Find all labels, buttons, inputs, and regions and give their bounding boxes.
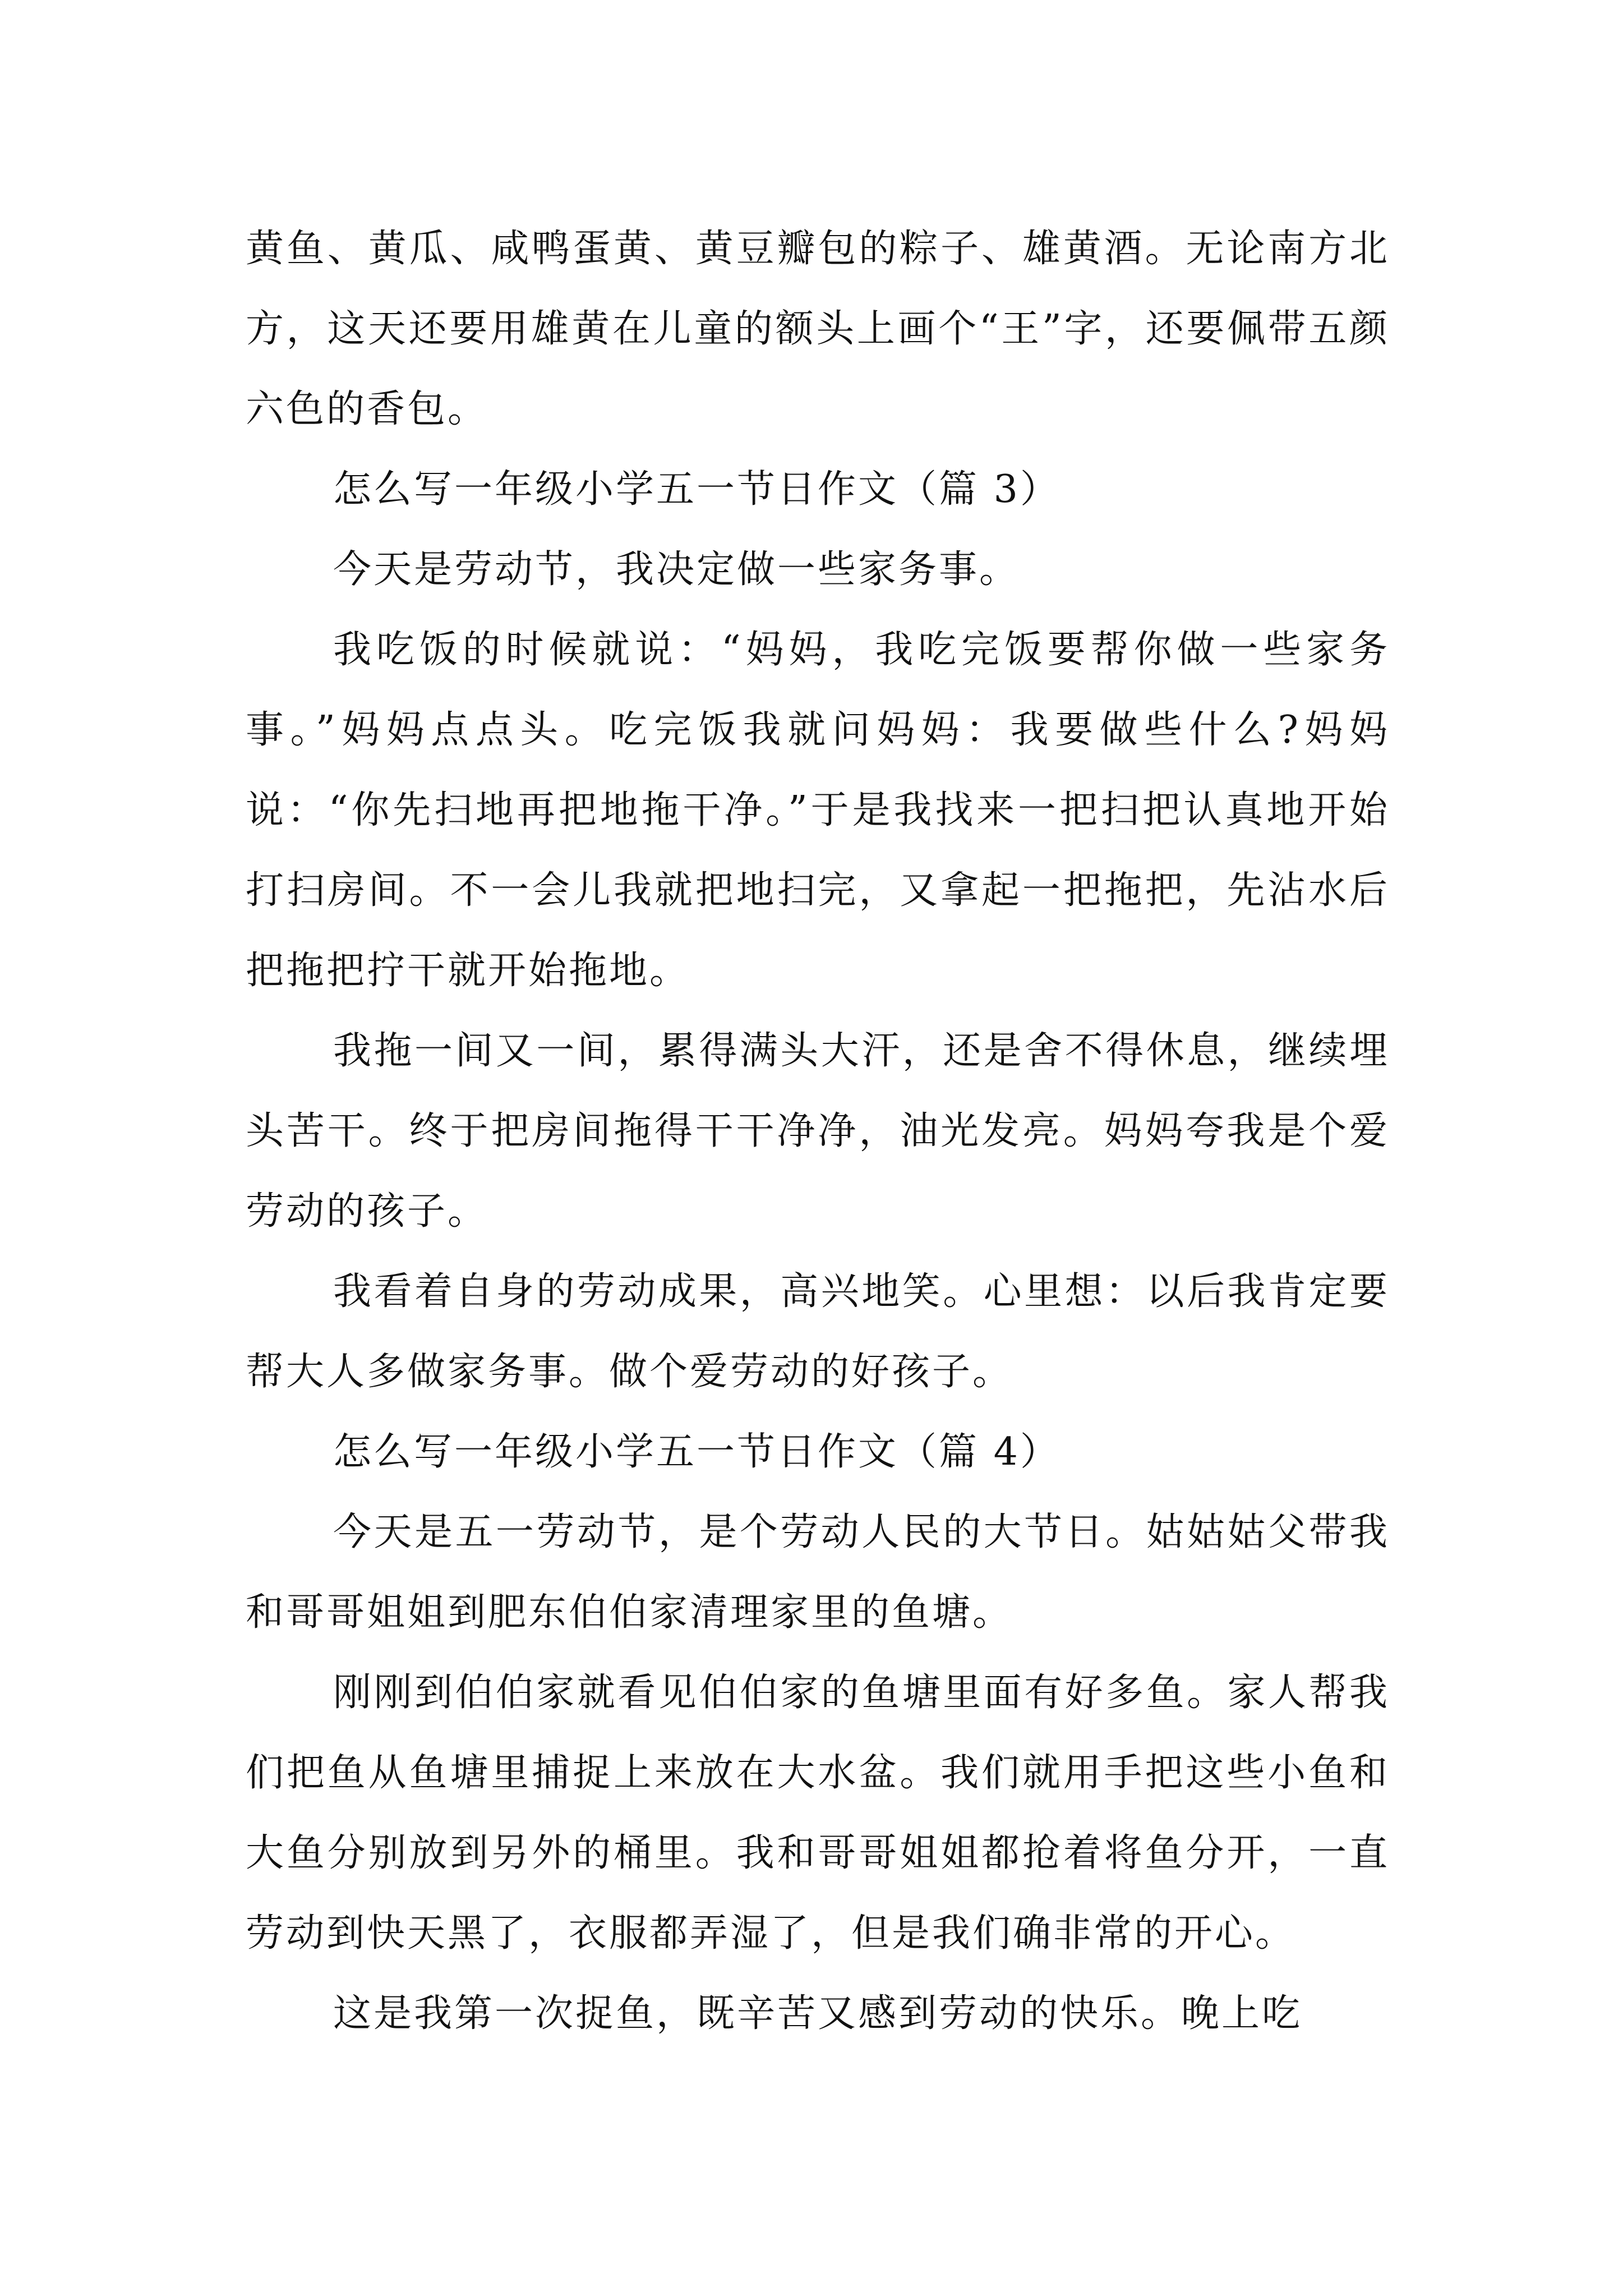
paragraph: 今天是劳动节，我决定做一些家务事。 (333, 547, 1020, 592)
paragraph: 今天是五一劳动节，是个劳动人民的大节日。姑姑姑父带我和哥哥姐姐到肥东伯伯家清理家里的鱼塘。 (246, 1510, 1390, 1635)
paragraph: 我吃饭的时候就说：“妈妈，我吃完饭要帮你做一些家务事。”妈妈点点头。吃完饭我就问妈妈：我要做些什么?妈妈说：“你先扫地再把地拖干净。”于是我找来一把扫把认真地开始打扫房间。不一会儿我就把地扫完，又拿起一把拖把，先沾水后把拖把拧干就开始拖地。 (246, 628, 1390, 993)
paragraph-continuation: 黄鱼、黄瓜、咸鸭蛋黄、黄豆瓣包的粽子、雄黄酒。无论南方北方，这天还要用雄黄在儿童的额头上画个“王”字，还要佩带五颜六色的香包。 (246, 227, 1390, 431)
document-body (246, 209, 1390, 2054)
paragraph: 我拖一间又一间，累得满头大汗，还是舍不得休息，继续埋头苦干。终于把房间拖得干干净净，油光发亮。妈妈夸我是个爱劳动的孩子。 (246, 1029, 1390, 1234)
paragraph: 这是我第一次捉鱼，既辛苦又感到劳动的快乐。晚上吃 (333, 1991, 1303, 2036)
section-heading-3: 怎么写一年级小学五一节日作文（篇 3） (333, 467, 1061, 512)
section-heading-4: 怎么写一年级小学五一节日作文（篇 4） (333, 1430, 1061, 1474)
paragraph: 我看着自身的劳动成果，高兴地笑。心里想：以后我肯定要帮大人多做家务事。做个爱劳动的好孩子。 (246, 1269, 1390, 1394)
paragraph: 刚刚到伯伯家就看见伯伯家的鱼塘里面有好多鱼。家人帮我们把鱼从鱼塘里捕捉上来放在大水盆。我们就用手把这些小鱼和大鱼分别放到另外的桶里。我和哥哥姐姐都抢着将鱼分开，一直劳动到快天黑了，衣服都弄湿了，但是我们确非常的开心。 (246, 1671, 1390, 1955)
